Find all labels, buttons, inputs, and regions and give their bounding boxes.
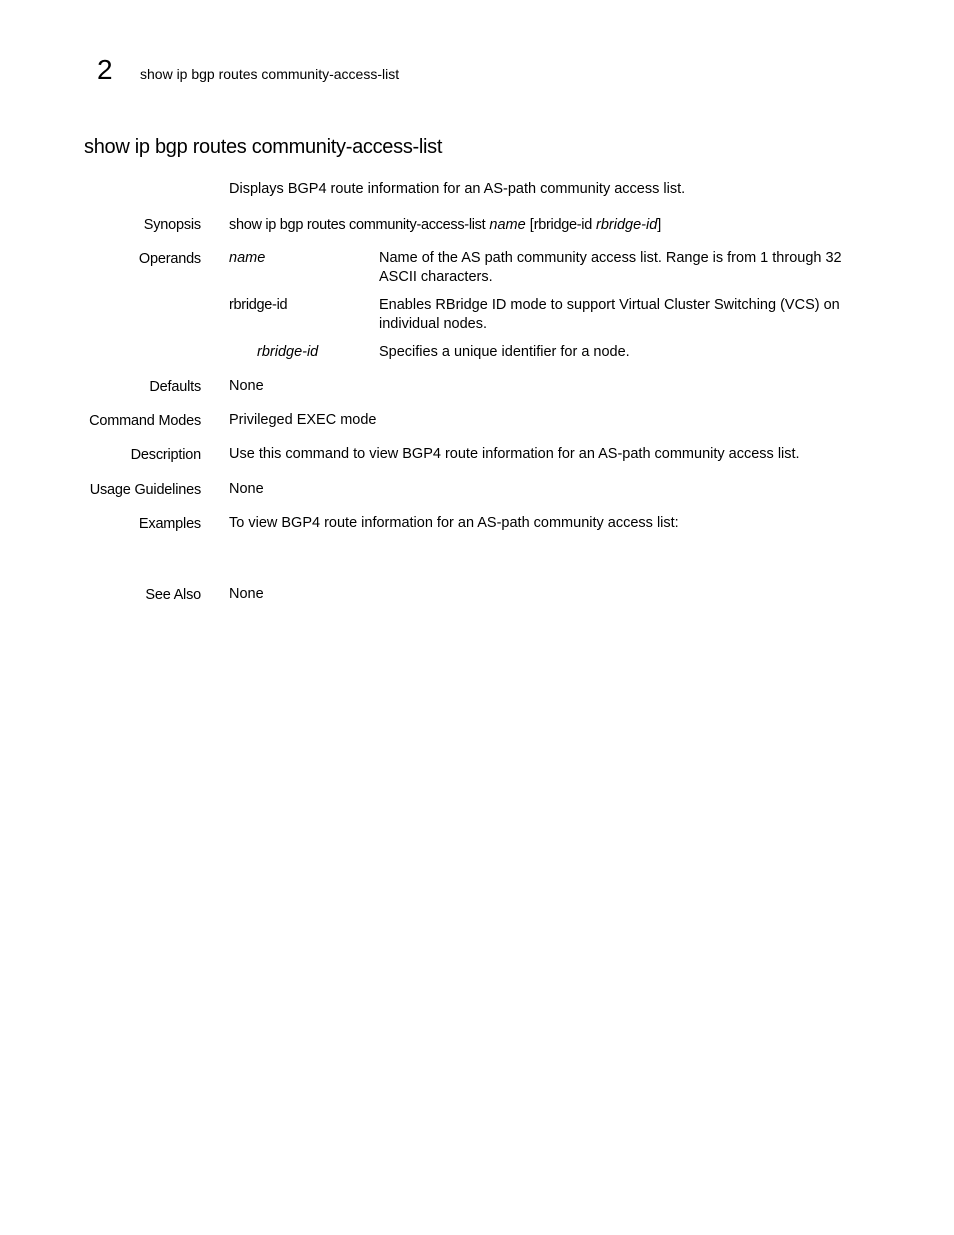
operands-label: Operands	[138, 251, 201, 267]
operand-description: Enables RBridge ID mode to support Virtual Cluster Switching (VCS) on individual nodes.	[379, 297, 840, 332]
synopsis-arg-name: name	[489, 217, 526, 233]
command-modes-label: Command Modes	[89, 413, 201, 429]
synopsis-label: Synopsis	[143, 217, 201, 233]
usage-guidelines-text: None	[229, 481, 264, 497]
intro-text: Displays BGP4 route information for an AS-path community access list.	[229, 181, 686, 197]
synopsis-arg-rbridge: rbridge-id	[596, 217, 658, 233]
operand-description: Name of the AS path community access list. Range is from 1 through 32 ASCII characters.	[379, 250, 842, 285]
synopsis-bracket-close: ]	[657, 217, 662, 233]
examples-label: Examples	[138, 516, 201, 532]
description-text: Use this command to view BGP4 route information for an AS-path community access list.	[229, 446, 800, 462]
synopsis-bracket-open: [	[529, 217, 534, 233]
synopsis-command: show ip bgp routes community-access-list	[229, 217, 486, 233]
examples-text: To view BGP4 route information for an AS-path community access list:	[229, 515, 679, 531]
description-label: Description	[130, 447, 201, 463]
operand-term: rbridge-id	[257, 344, 319, 360]
command-modes-text: Privileged EXEC mode	[229, 412, 377, 428]
running-header: show ip bgp routes community-access-list	[140, 66, 400, 82]
page-title: show ip bgp routes community-access-list	[84, 136, 443, 158]
synopsis-text	[229, 216, 661, 234]
see-also-text: None	[229, 586, 264, 602]
defaults-label: Defaults	[149, 379, 201, 395]
operand-description: Specifies a unique identifier for a node.	[379, 344, 630, 360]
operand-term: rbridge-id	[229, 297, 288, 313]
usage-guidelines-label: Usage Guidelines	[89, 482, 201, 498]
chapter-number: 2	[97, 54, 113, 85]
defaults-text: None	[229, 378, 264, 394]
operand-term: name	[229, 250, 266, 266]
see-also-label: See Also	[145, 587, 201, 603]
synopsis-keyword: rbridge-id	[533, 217, 592, 233]
